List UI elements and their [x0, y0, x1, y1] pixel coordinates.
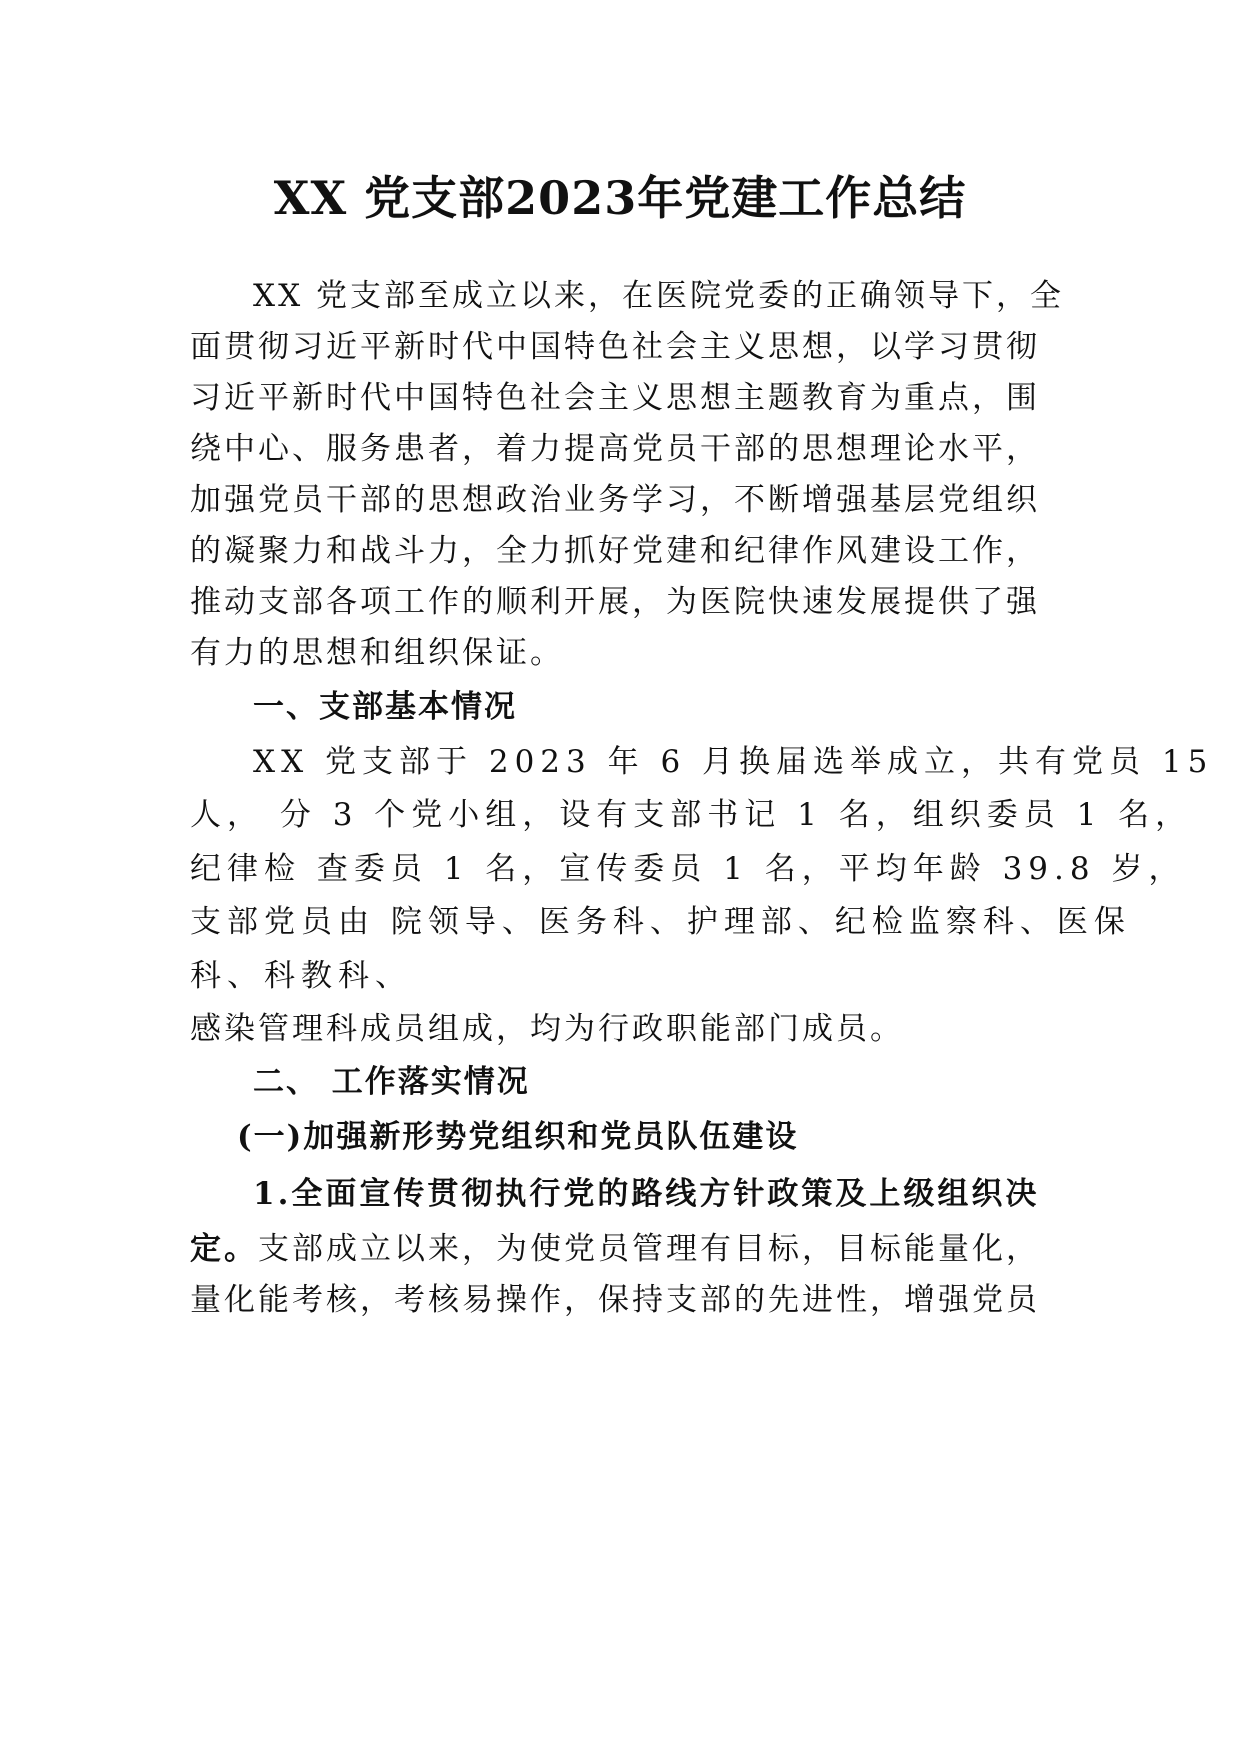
intro-line-7: 推动支部各项工作的顺利开展，为医院快速发展提供了强 [190, 584, 1040, 620]
item-1-heading-tail: 定。 [190, 1231, 258, 1267]
intro-line-4: 绕中心、服务患者，着力提高党员干部的思想理论水平， [190, 431, 1040, 467]
section-heading-basic-info: 一、支部基本情况 [253, 689, 517, 725]
intro-line-1: XX 党支部至成立以来，在医院党委的正确领导下，全 [253, 278, 1064, 314]
intro-line-3: 习近平新时代中国特色社会主义思想主题教育为重点，围 [190, 380, 1040, 416]
basic-info-line-4: 支部党员由 院领导、医务科、护理部、纪检监察科、医保 [190, 904, 1131, 940]
page-title: XX 党支部2023年党建工作总结 [273, 171, 967, 225]
intro-line-5: 加强党员干部的思想政治业务学习，不断增强基层党组织 [190, 482, 1040, 518]
subsection-heading-party-organization: (一)加强新形势党组织和党员队伍建设 [237, 1119, 799, 1155]
item-1-heading-line: 1.全面宣传贯彻执行党的路线方针政策及上级组织决 [253, 1176, 1040, 1212]
basic-info-line-1: XX 党支部于 2023 年 6 月换届选举成立，共有党员 15 [253, 744, 1214, 780]
item-1-line-3: 量化能考核，考核易操作，保持支部的先进性，增强党员 [190, 1282, 1040, 1318]
intro-line-6: 的凝聚力和战斗力，全力抓好党建和纪律作风建设工作， [190, 533, 1040, 569]
basic-info-line-6: 感染管理科成员组成，均为行政职能部门成员。 [190, 1011, 904, 1047]
item-1-line-2 [190, 1229, 1040, 1269]
basic-info-line-5: 科、科教科、 [190, 958, 412, 994]
intro-line-8: 有力的思想和组织保证。 [190, 635, 564, 671]
item-1-text: 支部成立以来，为使党员管理有目标，目标能量化， [258, 1231, 1040, 1267]
intro-line-2: 面贯彻习近平新时代中国特色社会主义思想，以学习贯彻 [190, 329, 1040, 365]
basic-info-line-2: 人， 分 3 个党小组，设有支部书记 1 名，组织委员 1 名， [190, 797, 1193, 833]
basic-info-line-3: 纪律检 查委员 1 名，宣传委员 1 名，平均年龄 39.8 岁， [190, 851, 1186, 887]
section-heading-work-implementation: 二、 工作落实情况 [253, 1064, 530, 1100]
